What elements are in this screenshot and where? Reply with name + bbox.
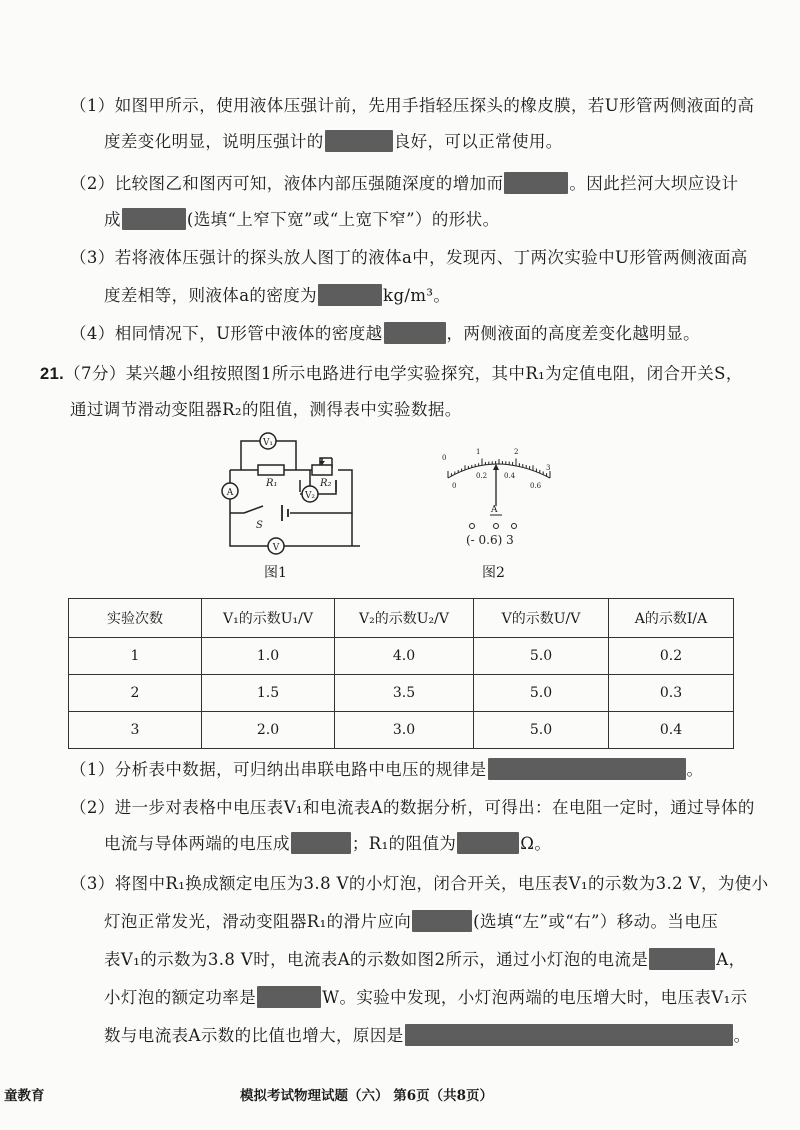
q21-part1: （1）分析表中数据，可归纳出串联电路中电压的规律是 。 bbox=[70, 760, 704, 779]
q20-part1-line1: （1）如图甲所示，使用液体压强计前，先用手指轻压探头的橡皮膜，若U形管两侧液面的高 bbox=[70, 96, 755, 115]
q21-part3-line2: 灯泡正常发光，滑动变阻器R₁的滑片应向 (选填“左”或“右”）移动。当电压 bbox=[104, 912, 719, 931]
q20-part2-line1: （2）比较图乙和图丙可知，液体内部压强随深度的增加而 。因此拦河大坝应设计 bbox=[70, 174, 739, 193]
ammeter-dial bbox=[430, 448, 580, 550]
answer-blank[interactable] bbox=[291, 832, 351, 854]
scale-label: 2 bbox=[514, 448, 519, 456]
question-number: 21. bbox=[40, 365, 65, 383]
terminal-labels: (- 0.6) 3 bbox=[466, 533, 514, 547]
table-cell: 0.4 bbox=[609, 712, 734, 749]
q21-intro-line1: 21.（7分）某兴趣小组按照图1所示电路进行电学实验探究，其中R₁为定值电阻，闭合开关S， bbox=[40, 364, 743, 383]
r2-label: R₂ bbox=[320, 478, 332, 489]
footer-publisher: 童教育 bbox=[4, 1088, 45, 1104]
answer-blank[interactable] bbox=[649, 948, 715, 970]
answer-blank[interactable] bbox=[405, 1024, 733, 1046]
q21-part2-line2: 电流与导体两端的电压成 ；R₁的阻值为 Ω。 bbox=[104, 834, 552, 853]
unit-label: A bbox=[491, 505, 498, 515]
scale-label: 0.6 bbox=[530, 482, 542, 490]
q20-part3-line2: 度差相等，则液体a的密度为 kg/m³。 bbox=[104, 286, 451, 305]
table-cell: 2.0 bbox=[202, 712, 335, 749]
table-cell: 4.0 bbox=[335, 638, 474, 675]
answer-blank[interactable] bbox=[457, 832, 519, 854]
scale-label: 0.2 bbox=[476, 472, 488, 480]
table-row bbox=[69, 712, 734, 749]
answer-blank[interactable] bbox=[384, 322, 446, 344]
table-cell: 5.0 bbox=[474, 638, 609, 675]
switch-label: S bbox=[256, 520, 263, 531]
scale-label: 0.4 bbox=[504, 472, 516, 480]
table-header: V₂的示数U₂/V bbox=[335, 599, 474, 638]
r1-label: R₁ bbox=[266, 478, 278, 489]
voltmeter-label: V bbox=[272, 543, 280, 553]
answer-blank[interactable] bbox=[488, 758, 686, 780]
answer-blank[interactable] bbox=[412, 910, 472, 932]
table-cell: 3.5 bbox=[335, 675, 474, 712]
q21-part3-line5: 数与电流表A示数的比值也增大，原因是 。 bbox=[104, 1026, 751, 1045]
table-cell: 1.5 bbox=[202, 675, 335, 712]
q21-part3-line4: 小灯泡的额定功率是 W。实验中发现，小灯泡两端的电压增大时，电压表V₁示 bbox=[104, 988, 748, 1007]
table-cell: 0.2 bbox=[609, 638, 734, 675]
q20-part1-line2: 度差变化明显，说明压强计的 良好，可以正常使用。 bbox=[104, 132, 563, 151]
circuit-diagram bbox=[208, 428, 360, 558]
figure2-caption: 图2 bbox=[482, 565, 505, 581]
table-cell: 1 bbox=[69, 638, 202, 675]
q20-part4: （4）相同情况下，U形管中液体的密度越 ，两侧液面的高度差变化越明显。 bbox=[70, 324, 701, 343]
table-header: 实验次数 bbox=[69, 599, 202, 638]
scale-label: 0 bbox=[452, 482, 457, 490]
table-cell: 0.3 bbox=[609, 675, 734, 712]
table-header: V₁的示数U₁/V bbox=[202, 599, 335, 638]
answer-blank[interactable] bbox=[504, 172, 568, 194]
answer-blank[interactable] bbox=[318, 284, 382, 306]
scale-label: 1 bbox=[476, 448, 481, 456]
table-cell: 1.0 bbox=[202, 638, 335, 675]
scale-label: 0 bbox=[442, 454, 447, 462]
table-header-row bbox=[69, 599, 734, 638]
answer-blank[interactable] bbox=[257, 986, 321, 1008]
table-cell: 2 bbox=[69, 675, 202, 712]
q21-part2-line1: （2）进一步对表格中电压表V₁和电流表A的数据分析，可得出：在电阻一定时，通过导体的 bbox=[70, 798, 755, 817]
q20-part2-line2: 成 (选填“上窄下宽”或“上宽下窄”）的形状。 bbox=[104, 210, 500, 229]
scale-label: 3 bbox=[546, 464, 551, 472]
q21-part3-line3: 表V₁的示数为3.8 V时，电流表A的示数如图2所示，通过小灯泡的电流是 A， bbox=[104, 950, 746, 969]
table-row bbox=[69, 675, 734, 712]
table-cell: 5.0 bbox=[474, 675, 609, 712]
q21-part3-line1: （3）将图中R₁换成额定电压为3.8 V的小灯泡，闭合开关，电压表V₁的示数为3.2 V，为使小 bbox=[70, 874, 769, 893]
answer-blank[interactable] bbox=[325, 130, 393, 152]
q20-part3-line1: （3）若将液体压强计的探头放人图丁的液体a中，发现丙、丁两次实验中U形管两侧液面高 bbox=[70, 248, 748, 267]
q21-intro-line2: 通过调节滑动变阻器R₂的阻值，测得表中实验数据。 bbox=[70, 400, 462, 419]
footer-page-info: 模拟考试物理试题（六） 第6页（共8页） bbox=[240, 1088, 493, 1104]
table-cell: 3.0 bbox=[335, 712, 474, 749]
answer-blank[interactable] bbox=[122, 208, 186, 230]
table-row bbox=[69, 638, 734, 675]
table-header: A的示数I/A bbox=[609, 599, 734, 638]
table-cell: 3 bbox=[69, 712, 202, 749]
table-cell: 5.0 bbox=[474, 712, 609, 749]
ammeter-label: A bbox=[226, 488, 234, 498]
table-header: V的示数U/V bbox=[474, 599, 609, 638]
v2-meter-label: V₂ bbox=[304, 491, 316, 501]
v1-meter-label: V₁ bbox=[262, 438, 274, 448]
data-table bbox=[68, 598, 734, 749]
figure1-caption: 图1 bbox=[264, 565, 287, 581]
